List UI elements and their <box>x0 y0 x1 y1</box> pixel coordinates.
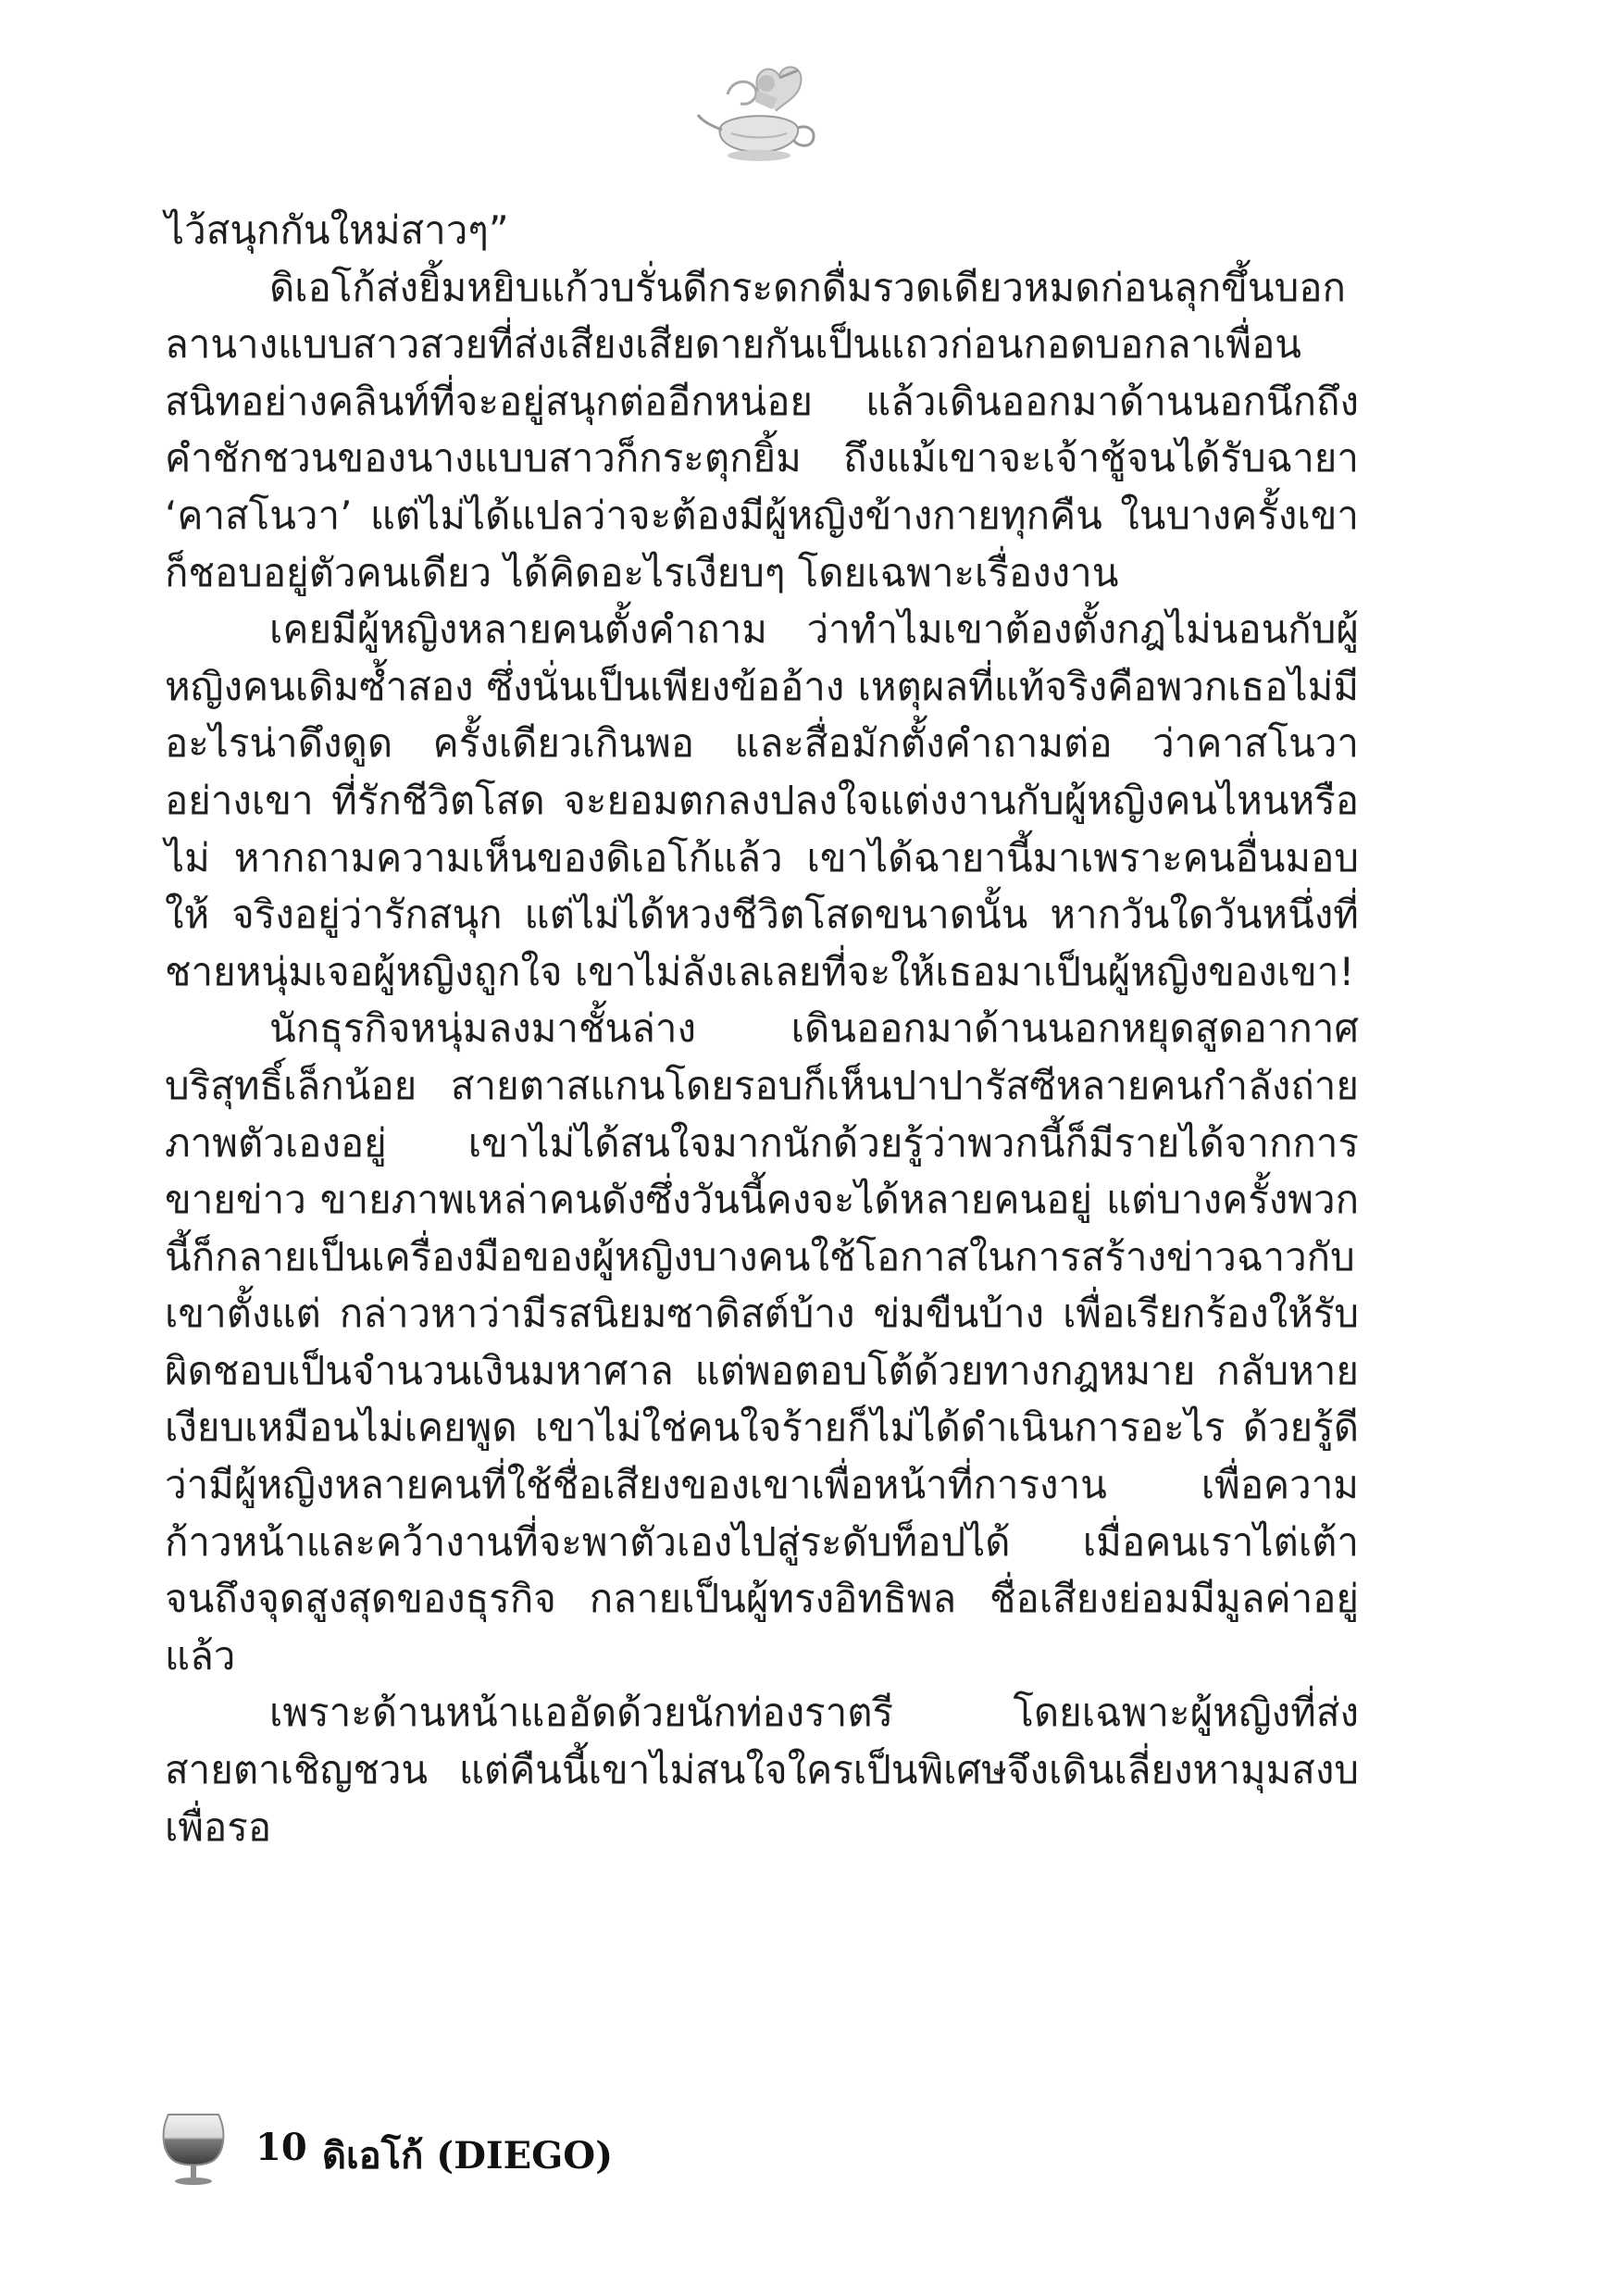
paragraph: เคยมีผู้หญิงหลายคนตั้งคำถาม ว่าทำไมเขาต้องตั้งกฎไม่นอนกับผู้หญิงคนเดิมซ้ำสอง ซึ่งนั่นเป็นเพียงข้ออ้าง เหตุผลที่แท้จริงคือพวกเธอไม่มีอะไรน่าดึงดูด ครั้งเดียวเกินพอ และสื่อมักตั้งคำถามต่อ ว่าคาสโนวาอย่างเขา ที่รักชีวิตโสด จะยอมตกลงปลงใจแต่งงานกับผู้หญิงคนไหนหรือไม่ หากถามความเห็นของดิเอโก้แล้ว เขาได้ฉายานี้มาเพราะคนอื่นมอบให้ จริงอยู่ว่ารักสนุก แต่ไม่ได้หวงชีวิตโสดขนาดนั้น หากวันใดวันหนึ่งที่ชายหนุ่มเจอผู้หญิงถูกใจ เขาไม่ลังเลเลยที่จะให้เธอมาเป็นผู้หญิงของเขา! <box>165 606 1359 994</box>
brandy-glass-icon <box>159 2109 228 2187</box>
cupid-teapot-ornament-icon <box>694 56 824 167</box>
paragraph: ดิเอโก้ส่งยิ้มหยิบแก้วบรั่นดีกระดกดื่มรวดเดียวหมดก่อนลุกขึ้นบอกลานางแบบสาวสวยที่ส่งเสียงเสียดายกันเป็นแถวก่อนกอดบอกลาเพื่อนสนิทอย่างคลินท์ที่จะอยู่สนุกต่ออีกหน่อย แล้วเดินออกมาด้านนอกนึกถึงคำชักชวนของนางแบบสาวก็กระตุกยิ้ม ถึงแม้เขาจะเจ้าชู้จนได้รับฉายา ‘คาสโนวา’ แต่ไม่ได้แปลว่าจะต้องมีผู้หญิงข้างกายทุกคืน ในบางครั้งเขาก็ชอบอยู่ตัวคนเดียว ได้คิดอะไรเงียบๆ โดยเฉพาะเรื่องงาน <box>165 264 1359 595</box>
paragraph: เพราะด้านหน้าแออัดด้วยนักท่องราตรี โดยเฉพาะผู้หญิงที่ส่งสายตาเชิญชวน แต่คืนนี้เขาไม่สนใจใครเป็นพิเศษจึงเดินเลี่ยงหามุมสงบเพื่อรอ <box>165 1690 1359 1850</box>
chapter-body-text <box>165 202 1359 1855</box>
paragraph: นักธุรกิจหนุ่มลงมาชั้นล่าง เดินออกมาด้านนอกหยุดสูดอากาศบริสุทธิ์เล็กน้อย สายตาสแกนโดยรอบก็เห็นปาปารัสซีหลายคนกำลังถ่ายภาพตัวเองอยู่ เขาไม่ได้สนใจมากนักด้วยรู้ว่าพวกนี้ก็มีรายได้จากการขายข่าว ขายภาพเหล่าคนดังซึ่งวันนี้คงจะได้หลายคนอยู่ แต่บางครั้งพวกนี้ก็กลายเป็นเครื่องมือของผู้หญิงบางคนใช้โอกาสในการสร้างข่าวฉาวกับเขาตั้งแต่ กล่าวหาว่ามีรสนิยมซาดิสต์บ้าง ข่มขืนบ้าง เพื่อเรียกร้องให้รับผิดชอบเป็นจำนวนเงินมหาศาล แต่พอตอบโต้ด้วยทางกฎหมาย กลับหายเงียบเหมือนไม่เคยพูด เขาไม่ใช่คนใจร้ายก็ไม่ได้ดำเนินการอะไร ด้วยรู้ดีว่ามีผู้หญิงหลายคนที่ใช้ชื่อเสียงของเขาเพื่อหน้าที่การงาน เพื่อความก้าวหน้าและคว้างานที่จะพาตัวเองไปสู่ระดับท็อปได้ เมื่อคนเราไต่เต้าจนถึงจุดสูงสุดของธุรกิจ กลายเป็นผู้ทรงอิทธิพล ชื่อเสียงย่อมมีมูลค่าอยู่แล้ว <box>165 1005 1359 1678</box>
page-number: 10 <box>255 2126 307 2169</box>
book-title: ดิเอโก้ (DIEGO) <box>322 2134 614 2177</box>
page-footer <box>159 2109 992 2187</box>
paragraph: ไว้สนุกกันใหม่สาวๆ” <box>165 207 509 253</box>
